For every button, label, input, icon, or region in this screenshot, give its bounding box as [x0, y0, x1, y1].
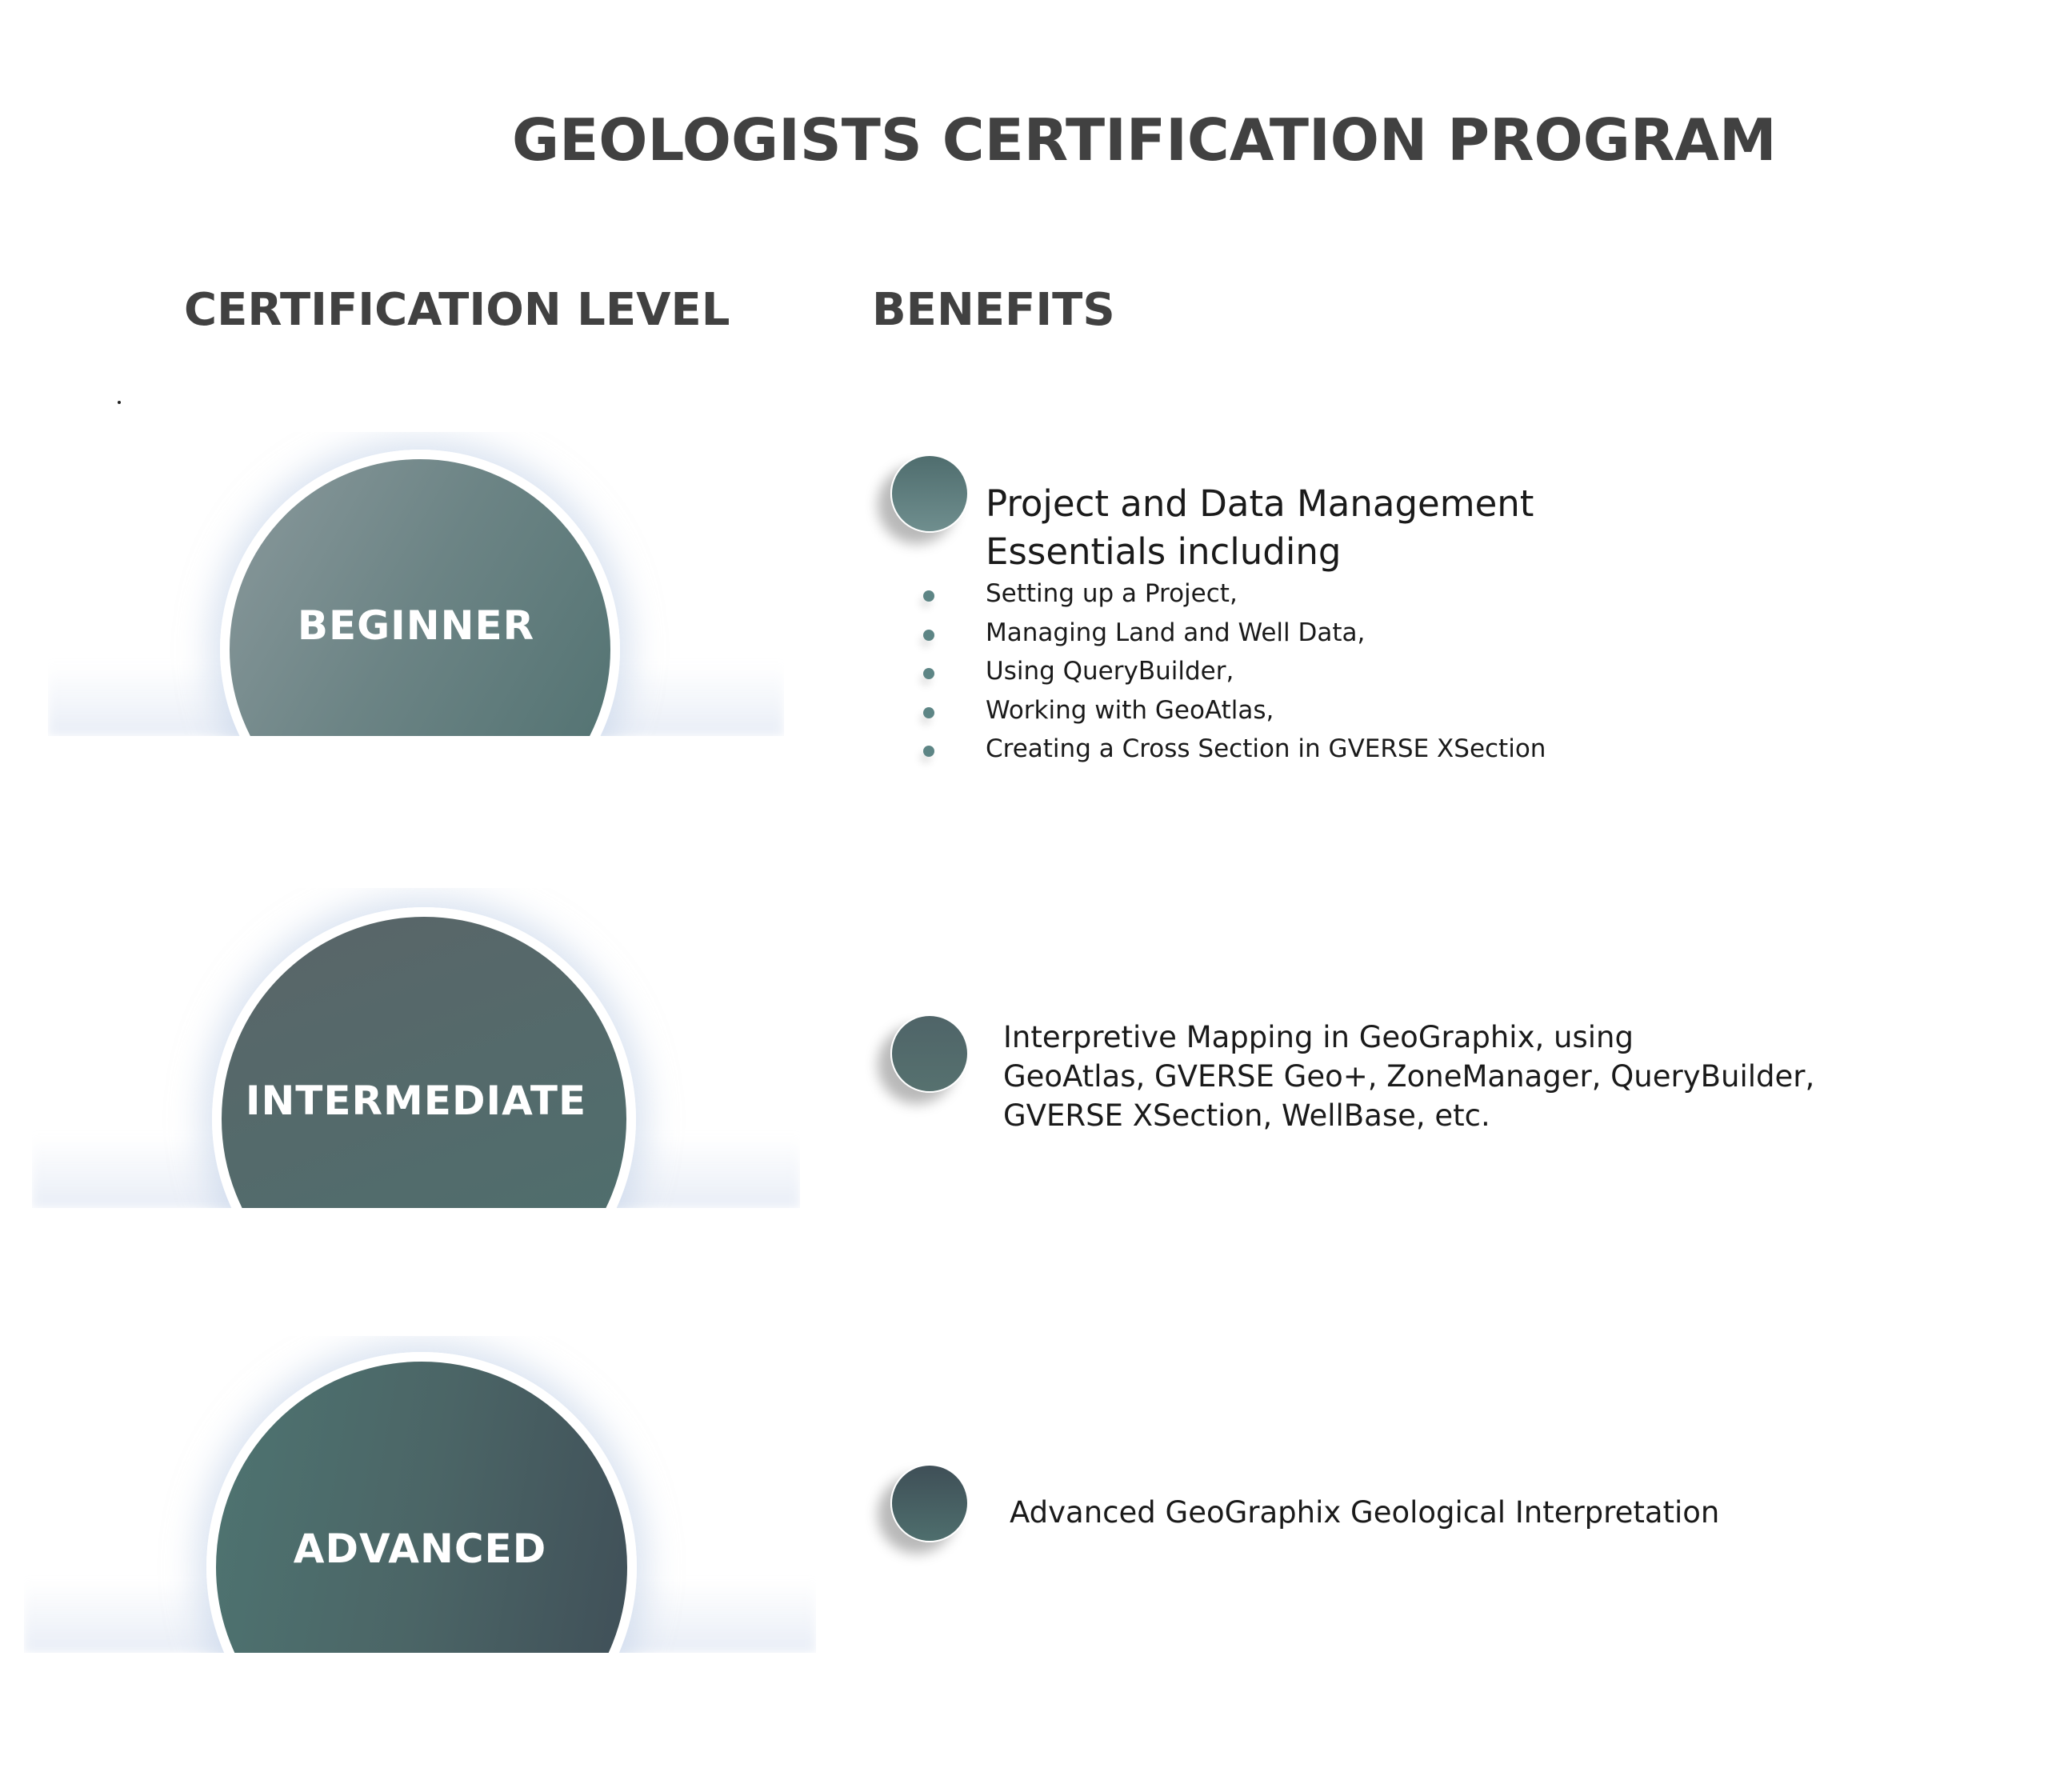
level-label-advanced: ADVANCED	[293, 1526, 547, 1572]
bullet-dot-icon	[923, 630, 934, 641]
bullet-dot-icon	[923, 590, 934, 602]
page-title: GEOLOGISTS CERTIFICATION PROGRAM	[512, 106, 1777, 174]
level-label-intermediate: INTERMEDIATE	[245, 1078, 587, 1124]
benefit-heading-beginner	[986, 480, 1626, 576]
benefit-text-line: Interpretive Mapping in GeoGraphix, using	[1003, 1020, 1634, 1054]
bullet-dot-icon	[923, 668, 934, 679]
list-item-text: Working with GeoAtlas,	[986, 695, 1274, 725]
benefit-marker-advanced	[890, 1464, 969, 1542]
level-badge-beginner	[48, 432, 784, 736]
benefit-text-advanced	[1010, 1493, 1719, 1532]
benefit-text-intermediate	[1003, 1018, 1814, 1135]
bullet-dot-icon	[923, 746, 934, 757]
benefit-text-line: GeoAtlas, GVERSE Geo+, ZoneManager, QueryBuilder,	[1003, 1059, 1815, 1094]
benefit-text-line: Advanced GeoGraphix Geological Interpretation	[1010, 1495, 1720, 1530]
level-badge-intermediate	[32, 888, 800, 1208]
benefit-heading-line: Essentials including	[986, 530, 1342, 573]
benefit-heading-line: Project and Data Management	[986, 482, 1534, 525]
badge-disc	[206, 1352, 637, 1653]
list-item-text: Creating a Cross Section in GVERSE XSection	[986, 734, 1546, 763]
list-item-text: Setting up a Project,	[986, 579, 1238, 608]
benefit-text-line: GVERSE XSection, WellBase, etc.	[1003, 1098, 1490, 1133]
badge-disc	[220, 450, 620, 736]
benefit-marker-beginner	[890, 454, 969, 533]
list-item-text: Managing Land and Well Data,	[986, 618, 1366, 647]
bullet-dot-icon	[923, 707, 934, 718]
badge-disc	[212, 907, 636, 1208]
level-badge-advanced	[24, 1336, 816, 1653]
level-label-beginner: BEGINNER	[297, 602, 535, 649]
stray-dot	[118, 401, 121, 404]
benefit-marker-intermediate	[890, 1014, 969, 1093]
benefits-header: BENEFITS	[872, 284, 1115, 336]
certification-level-header: CERTIFICATION LEVEL	[184, 284, 730, 336]
list-item-text: Using QueryBuilder,	[986, 657, 1234, 686]
